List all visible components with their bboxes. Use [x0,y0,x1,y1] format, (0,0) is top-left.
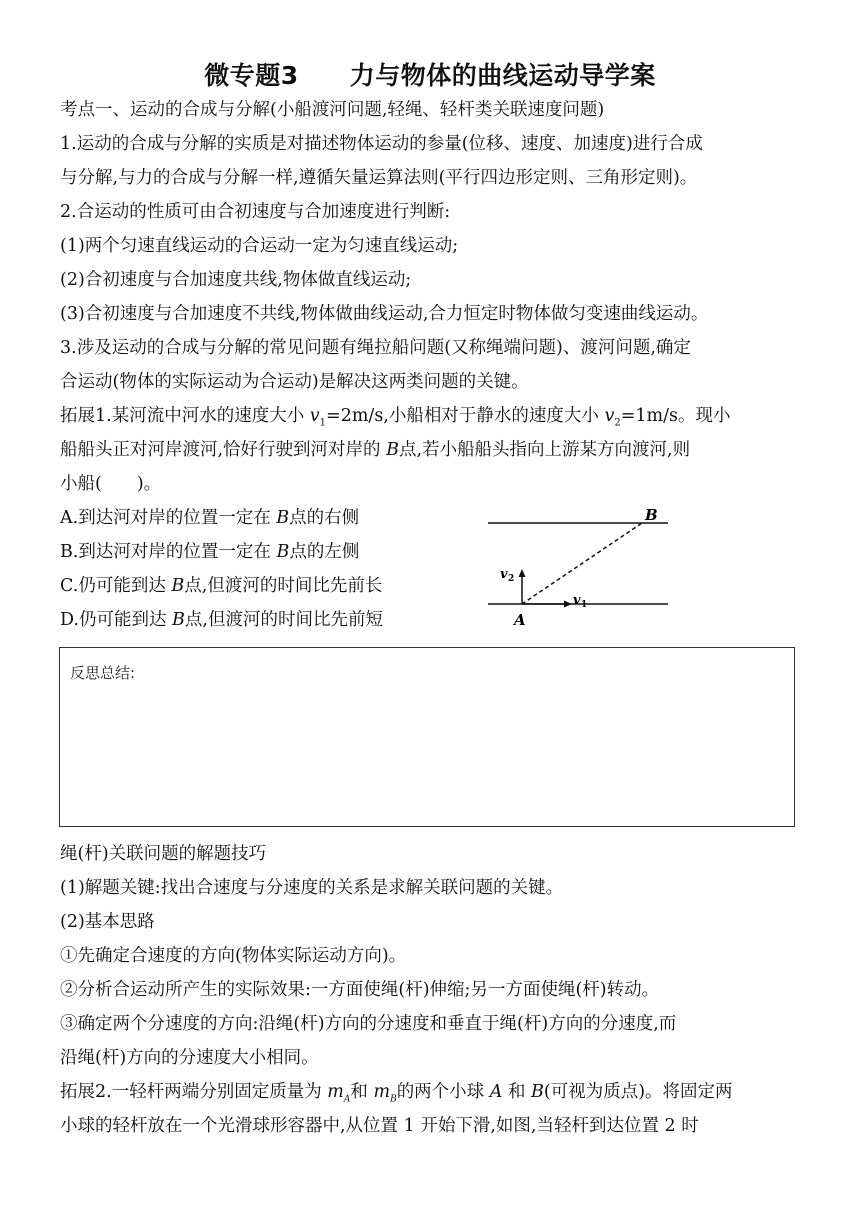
text-line: (2)基本思路 [60,912,155,932]
text-line: ③确定两个分速度的方向:沿绳(杆)方向的分速度和垂直于绳(杆)方向的分速度,而 [60,1014,677,1034]
reflection-label: 反思总结: [70,664,136,682]
v1-arrowhead [564,601,572,608]
rope-heading: 绳(杆)关联问题的解题技巧 [60,844,267,864]
extension-2-line-1: 拓展2.一轻杆两端分别固定质量为 $m_A$和 $m_B$的两个小球 A 和 B(可视为质点)。将固定两 [60,1082,733,1105]
text-line: (2)合初速度与合加速度共线,物体做直线运动; [60,270,412,290]
extension-2-line-2: 小球的轻杆放在一个光滑球形容器中,从位置 1 开始下滑,如图,当轻杆到达位置 2 时 [60,1116,699,1136]
option-b: B.到达河对岸的位置一定在 B点的左侧 [60,542,360,562]
section-heading: 考点一、运动的合成与分解(小船渡河问题,轻绳、轻杆类关联速度问题) [60,100,605,120]
label-a: A [514,611,526,629]
reflection-box[interactable] [59,647,795,827]
text-line: ①先确定合速度的方向(物体实际运动方向)。 [60,946,407,966]
river-crossing-diagram [482,503,674,631]
page-title: 微专题3 力与物体的曲线运动导学案 [204,61,656,90]
text-line: 与分解,与力的合成与分解一样,遵循矢量运算法则(平行四边形定则、三角形定则)。 [60,168,698,188]
text-line: 1.运动的合成与分解的实质是对描述物体运动的参量(位移、速度、加速度)进行合成 [60,134,703,154]
label-v2: v [500,567,508,582]
label-v2-sub: 2 [508,574,515,584]
v2-arrowhead [519,569,526,577]
label-v1-sub: 1 [581,600,588,610]
extension-1-line-1: 拓展1.某河流中河水的速度大小 $v_1=2m/s$,小船相对于静水的速度大小 $v_2=1m/s$。现小 [60,406,731,429]
text-line: 3.涉及运动的合成与分解的常见问题有绳拉船问题(又称绳端问题)、渡河问题,确定 [60,338,691,358]
text-line: (3)合初速度与合加速度不共线,物体做曲线运动,合力恒定时物体做匀变速曲线运动。 [60,304,709,324]
label-v1: v [573,593,581,608]
extension-1-line-2: 船船头正对河岸渡河,恰好行驶到河对岸的 B点,若小船船头指向上游某方向渡河,则 [60,440,691,460]
path-line [522,523,642,604]
label-b: B [645,506,658,524]
option-a: A.到达河对岸的位置一定在 B点的右侧 [60,508,360,528]
option-c: C.仍可能到达 B点,但渡河的时间比先前长 [60,576,383,596]
extension-1-line-3: 小船( )。 [60,474,162,494]
text-line: 合运动(物体的实际运动为合运动)是解决这两类问题的关键。 [60,372,529,392]
text-line: 2.合运动的性质可由合初速度与合加速度进行判断: [60,202,451,222]
text-line: (1)两个匀速直线运动的合运动一定为匀速直线运动; [60,236,459,256]
text-line: ②分析合运动所产生的实际效果:一方面使绳(杆)伸缩;另一方面使绳(杆)转动。 [60,980,660,1000]
text-line: 沿绳(杆)方向的分速度大小相同。 [60,1048,319,1068]
text-line: (1)解题关键:找出合速度与分速度的关系是求解关联问题的关键。 [60,878,564,898]
option-d: D.仍可能到达 B点,但渡河的时间比先前短 [60,610,383,630]
